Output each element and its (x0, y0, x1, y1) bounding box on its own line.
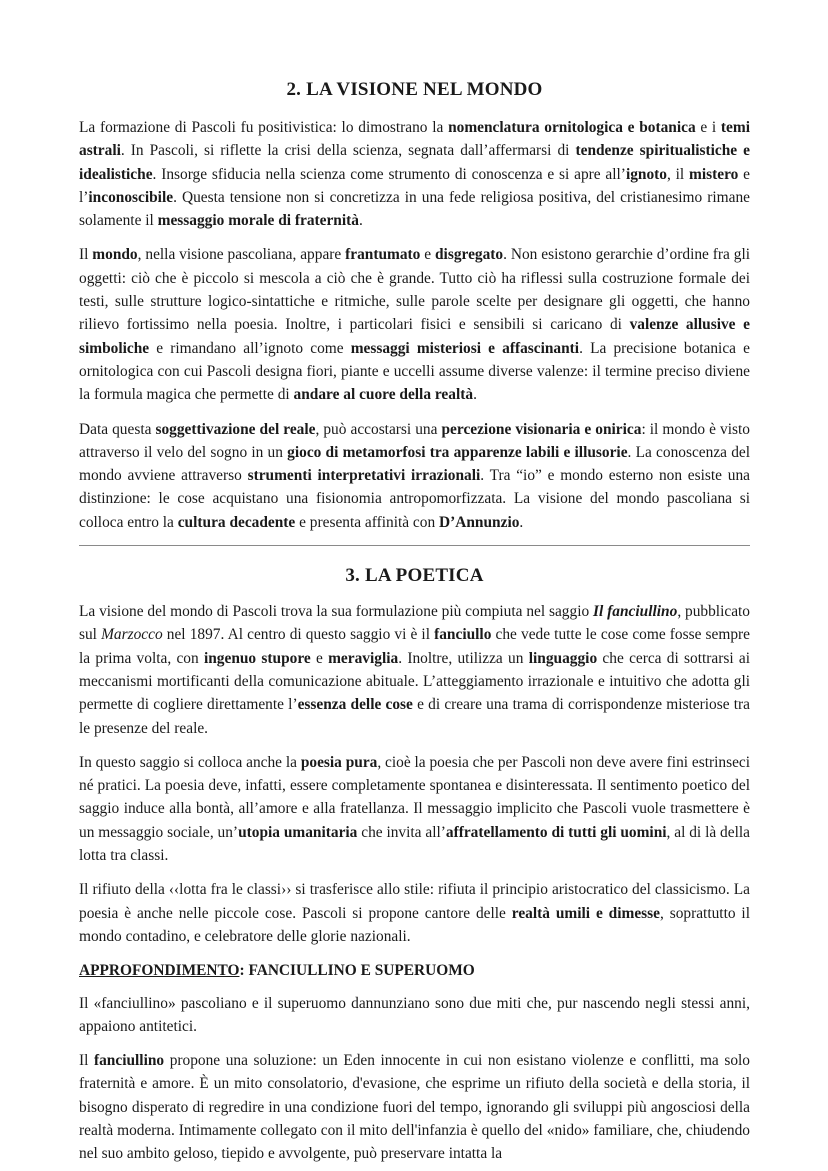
paragraph-fanciullino-saggio: La visione del mondo di Pascoli trova la sua formulazione più compiuta nel saggio Il fanciullino, pubblicato sul Marzocco nel 1897. Al centro di questo saggio vi è il fanciullo che vede tutte le cose come fosse sempre la prima volta, con ingenuo stupore e meraviglia. Inoltre, utilizza un linguaggio che cerca di sottrarsi ai meccanismi mortificanti della comunicazione abituale. L’atteggiamento irrazionale e intuitivo che adotta gli permette di cogliere direttamente l’essenza delle cose e di creare una trama di corrispondenze misteriose tra le presenze del reale. (79, 603, 750, 737)
section-title-visione: 2. LA VISIONE NEL MONDO (286, 79, 543, 100)
paragraph-rifiuto-lotta: Il rifiuto della ‹‹lotta fra le classi›› si trasferisce allo stile: rifiuta il principio aristocratico del classicismo. La poesia è anche nelle piccole cose. Pascoli si propone cantore delle realtà umili e dimesse, soprattutto il mondo contadino, e celebratore delle glorie nazionali. (79, 881, 750, 945)
section-title-poetica: 3. LA POETICA (345, 565, 484, 587)
paragraph-poesia-pura: In questo saggio si colloca anche la poesia pura, cioè la poesia che per Pascoli non deve avere fini estrinseci né pratici. La poesia deve, infatti, essere completamente spontanea e disinteressata. Il sentimento poetico del saggio induce alla bontà, all’amore e alla fratellanza. Il messaggio implicito che Pascoli vuole trasmettere è un messaggio sociale, un’utopia umanitaria che invita all’affratellamento di tutti gli uomini, al di là della lotta tra classi. (79, 753, 751, 865)
approfondimento-label: APPROFONDIMENTO (79, 962, 240, 980)
paragraph-fanciullino-eden: Il fanciullino propone una soluzione: un Eden innocente in cui non esistano violenze e conflitti, ma solo fraternità e amore. È un mito consolatorio, d'evasione, che esprime un rifiuto della società e della storia, il bisogno disperato di regredire in una condizione fuori del tempo, ignorando gli sviluppi più angosciosi della realtà moderna. Intimamente collegato con il mito dell'infanzia è quello del «nido» familiare, che, chiudendo nel suo ambito geloso, tiepido e avvolgente, può preservare intatta la (79, 1052, 750, 1163)
paragraph-formazione: La formazione di Pascoli fu positivistica: lo dimostrano la nomenclatura ornitologica e botanica e i temi astrali. In Pascoli, si riflette la crisi della scienza, segnata dall’affermarsi di tendenze spiritualistiche e idealistiche. Insorge sfiducia nella scienza come strumento di conoscenza e si apre all’ignoto, il mistero e l’inconoscibile. Questa tensione non si concretizza in una fede religiosa positiva, del cristianesimo rimane solamente il messaggio morale di fraternità. (79, 119, 750, 230)
approfondimento-heading (79, 959, 750, 982)
paragraph-miti-antitetici: Il «fanciullino» pascoliano e il superuomo dannunziano sono due miti che, pur nascendo negli stessi anni, appaiono antitetici. (79, 994, 750, 1035)
paragraph-mondo: Il mondo, nella visione pascoliana, appare frantumato e disgregato. Non esistono gerarchie d’ordine fra gli oggetti: ciò che è piccolo si mescola a ciò che è grande. Tutto ciò ha riflessi sulla costruzione formale dei testi, sulle strutture logico-sintattiche e ritmiche, sulle parole scelte per designare gli oggetti, che hanno rilievo fortissimo nella poesia. Inoltre, i particolari fisici e sensibili si caricano di valenze allusive e simboliche e rimandano all’ignoto come messaggi misteriosi e affascinanti. La precisione botanica e ornitologica con cui Pascoli designa fiori, piante e uccelli assume diverse valenze: il termine preciso diviene la formula magica che permette di andare al cuore della realtà. (79, 246, 750, 404)
approfondimento-title: : FANCIULLINO E SUPERUOMO (239, 962, 475, 980)
section-divider (79, 545, 750, 546)
paragraph-soggettivazione: Data questa soggettivazione del reale, può accostarsi una percezione visionaria e onirica: il mondo è visto attraverso il velo del sogno in un gioco di metamorfosi tra apparenze labili e illusorie. La conoscenza del mondo avviene attraverso strumenti interpretativi irrazionali. Tra “io” e mondo esterno non esiste una distinzione: le cose acquistano una fisionomia antropomorfizzata. La visione del mondo pascoliana si colloca entro la cultura decadente e presenta affinità con D’Annunzio. (79, 420, 750, 531)
